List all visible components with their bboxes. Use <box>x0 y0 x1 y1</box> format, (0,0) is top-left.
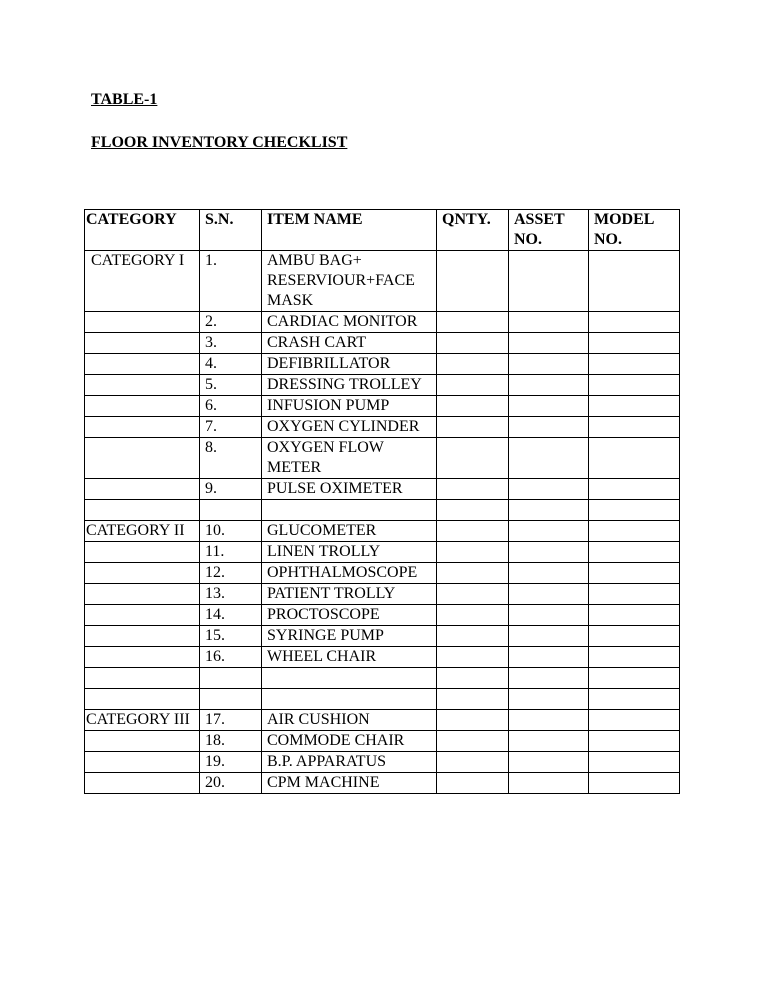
row-asset-no-cell <box>509 626 589 647</box>
header-qnty: QNTY. <box>437 210 509 251</box>
table-row <box>85 375 680 396</box>
row-category-cell <box>85 375 200 396</box>
row-item-name-cell: DEFIBRILLATOR <box>262 354 437 375</box>
table-row <box>85 689 680 710</box>
row-asset-no-cell <box>509 689 589 710</box>
table-row <box>85 710 680 731</box>
row-model-no-cell <box>589 354 680 375</box>
row-qnty-cell <box>437 563 509 584</box>
row-asset-no-cell <box>509 375 589 396</box>
table-row <box>85 668 680 689</box>
table-row <box>85 500 680 521</box>
row-category-cell <box>85 752 200 773</box>
row-sn-cell: 6. <box>200 396 262 417</box>
row-model-no-cell <box>589 710 680 731</box>
row-sn-cell: 10. <box>200 521 262 542</box>
row-item-name-cell: DRESSING TROLLEY <box>262 375 437 396</box>
row-category-cell: CATEGORY I <box>85 251 200 312</box>
table-row <box>85 396 680 417</box>
header-category: CATEGORY <box>85 210 200 251</box>
row-model-no-cell <box>589 521 680 542</box>
row-item-name-cell: OXYGEN CYLINDER <box>262 417 437 438</box>
table-row <box>85 479 680 500</box>
row-asset-no-cell <box>509 710 589 731</box>
row-sn-cell: 11. <box>200 542 262 563</box>
row-qnty-cell <box>437 752 509 773</box>
row-model-no-cell <box>589 689 680 710</box>
row-item-name-cell: AMBU BAG+ RESERVIOUR+FACE MASK <box>262 251 437 312</box>
header-sn: S.N. <box>200 210 262 251</box>
row-category-cell <box>85 396 200 417</box>
row-qnty-cell <box>437 354 509 375</box>
row-item-name-cell: OPHTHALMOSCOPE <box>262 563 437 584</box>
inventory-table <box>84 209 680 794</box>
row-model-no-cell <box>589 312 680 333</box>
row-sn-cell: 3. <box>200 333 262 354</box>
row-category-cell: CATEGORY III <box>85 710 200 731</box>
table-label: TABLE-1 <box>91 91 158 108</box>
row-sn-cell: 18. <box>200 731 262 752</box>
row-sn-cell: 9. <box>200 479 262 500</box>
header-item-name: ITEM NAME <box>262 210 437 251</box>
row-item-name-cell: LINEN TROLLY <box>262 542 437 563</box>
row-category-cell <box>85 605 200 626</box>
table-row <box>85 333 680 354</box>
table-row <box>85 752 680 773</box>
row-category-cell <box>85 354 200 375</box>
row-asset-no-cell <box>509 752 589 773</box>
row-item-name-cell: B.P. APPARATUS <box>262 752 437 773</box>
row-model-no-cell <box>589 563 680 584</box>
row-category-cell <box>85 500 200 521</box>
row-asset-no-cell <box>509 500 589 521</box>
row-qnty-cell <box>437 438 509 479</box>
row-category-cell <box>85 479 200 500</box>
row-qnty-cell <box>437 710 509 731</box>
row-sn-cell: 4. <box>200 354 262 375</box>
table-row <box>85 773 680 794</box>
row-asset-no-cell <box>509 354 589 375</box>
row-sn-cell: 8. <box>200 438 262 479</box>
header-asset-no: ASSET NO. <box>509 210 589 251</box>
row-model-no-cell <box>589 479 680 500</box>
header-model-no: MODEL NO. <box>589 210 680 251</box>
row-model-no-cell <box>589 396 680 417</box>
row-qnty-cell <box>437 668 509 689</box>
row-item-name-cell: CRASH CART <box>262 333 437 354</box>
table-row <box>85 605 680 626</box>
row-sn-cell: 16. <box>200 647 262 668</box>
row-category-cell <box>85 668 200 689</box>
table-row <box>85 438 680 479</box>
row-asset-no-cell <box>509 668 589 689</box>
row-qnty-cell <box>437 375 509 396</box>
row-item-name-cell: OXYGEN FLOW METER <box>262 438 437 479</box>
row-model-no-cell <box>589 438 680 479</box>
table-row <box>85 563 680 584</box>
row-qnty-cell <box>437 521 509 542</box>
row-item-name-cell: INFUSION PUMP <box>262 396 437 417</box>
row-asset-no-cell <box>509 312 589 333</box>
row-qnty-cell <box>437 500 509 521</box>
row-item-name-cell: COMMODE CHAIR <box>262 731 437 752</box>
row-item-name-cell: CARDIAC MONITOR <box>262 312 437 333</box>
row-model-no-cell <box>589 731 680 752</box>
row-item-name-cell: WHEEL CHAIR <box>262 647 437 668</box>
row-category-cell <box>85 312 200 333</box>
row-category-cell <box>85 333 200 354</box>
row-asset-no-cell <box>509 333 589 354</box>
table-row <box>85 312 680 333</box>
row-item-name-cell: PULSE OXIMETER <box>262 479 437 500</box>
row-model-no-cell <box>589 500 680 521</box>
row-sn-cell: 5. <box>200 375 262 396</box>
row-model-no-cell <box>589 584 680 605</box>
row-category-cell <box>85 731 200 752</box>
row-sn-cell <box>200 500 262 521</box>
row-qnty-cell <box>437 584 509 605</box>
row-category-cell <box>85 542 200 563</box>
row-model-no-cell <box>589 333 680 354</box>
row-model-no-cell <box>589 605 680 626</box>
table-row <box>85 354 680 375</box>
row-asset-no-cell <box>509 251 589 312</box>
row-asset-no-cell <box>509 521 589 542</box>
row-sn-cell: 19. <box>200 752 262 773</box>
row-model-no-cell <box>589 752 680 773</box>
row-qnty-cell <box>437 773 509 794</box>
row-asset-no-cell <box>509 438 589 479</box>
row-category-cell <box>85 438 200 479</box>
row-item-name-cell: SYRINGE PUMP <box>262 626 437 647</box>
row-model-no-cell <box>589 647 680 668</box>
row-sn-cell: 12. <box>200 563 262 584</box>
row-model-no-cell <box>589 626 680 647</box>
row-model-no-cell <box>589 251 680 312</box>
row-asset-no-cell <box>509 605 589 626</box>
row-sn-cell <box>200 668 262 689</box>
row-sn-cell: 17. <box>200 710 262 731</box>
row-asset-no-cell <box>509 584 589 605</box>
row-category-cell <box>85 773 200 794</box>
row-item-name-cell: PROCTOSCOPE <box>262 605 437 626</box>
row-sn-cell: 13. <box>200 584 262 605</box>
row-asset-no-cell <box>509 731 589 752</box>
row-model-no-cell <box>589 375 680 396</box>
row-asset-no-cell <box>509 647 589 668</box>
row-category-cell <box>85 563 200 584</box>
row-item-name-cell: AIR CUSHION <box>262 710 437 731</box>
row-item-name-cell <box>262 500 437 521</box>
row-qnty-cell <box>437 542 509 563</box>
row-category-cell <box>85 647 200 668</box>
row-item-name-cell <box>262 668 437 689</box>
page-title: FLOOR INVENTORY CHECKLIST <box>91 134 348 151</box>
table-row <box>85 542 680 563</box>
row-sn-cell: 14. <box>200 605 262 626</box>
row-asset-no-cell <box>509 773 589 794</box>
row-qnty-cell <box>437 333 509 354</box>
table-row <box>85 521 680 542</box>
row-qnty-cell <box>437 417 509 438</box>
row-sn-cell: 1. <box>200 251 262 312</box>
row-qnty-cell <box>437 605 509 626</box>
row-qnty-cell <box>437 396 509 417</box>
row-category-cell <box>85 417 200 438</box>
row-qnty-cell <box>437 251 509 312</box>
row-model-no-cell <box>589 668 680 689</box>
table-row <box>85 584 680 605</box>
row-item-name-cell: PATIENT TROLLY <box>262 584 437 605</box>
row-asset-no-cell <box>509 417 589 438</box>
row-sn-cell: 20. <box>200 773 262 794</box>
row-sn-cell: 15. <box>200 626 262 647</box>
row-item-name-cell: CPM MACHINE <box>262 773 437 794</box>
row-asset-no-cell <box>509 542 589 563</box>
row-item-name-cell <box>262 689 437 710</box>
table-row <box>85 626 680 647</box>
row-qnty-cell <box>437 479 509 500</box>
row-qnty-cell <box>437 647 509 668</box>
row-model-no-cell <box>589 417 680 438</box>
row-asset-no-cell <box>509 563 589 584</box>
row-item-name-cell: GLUCOMETER <box>262 521 437 542</box>
row-model-no-cell <box>589 542 680 563</box>
row-asset-no-cell <box>509 396 589 417</box>
row-qnty-cell <box>437 731 509 752</box>
row-category-cell <box>85 584 200 605</box>
row-qnty-cell <box>437 626 509 647</box>
table-row <box>85 647 680 668</box>
row-sn-cell: 2. <box>200 312 262 333</box>
table-header-row <box>85 210 680 251</box>
table-row <box>85 731 680 752</box>
row-asset-no-cell <box>509 479 589 500</box>
row-category-cell <box>85 689 200 710</box>
row-qnty-cell <box>437 312 509 333</box>
row-qnty-cell <box>437 689 509 710</box>
row-category-cell: CATEGORY II <box>85 521 200 542</box>
row-sn-cell <box>200 689 262 710</box>
table-row <box>85 251 680 312</box>
row-model-no-cell <box>589 773 680 794</box>
row-sn-cell: 7. <box>200 417 262 438</box>
table-row <box>85 417 680 438</box>
row-category-cell <box>85 626 200 647</box>
